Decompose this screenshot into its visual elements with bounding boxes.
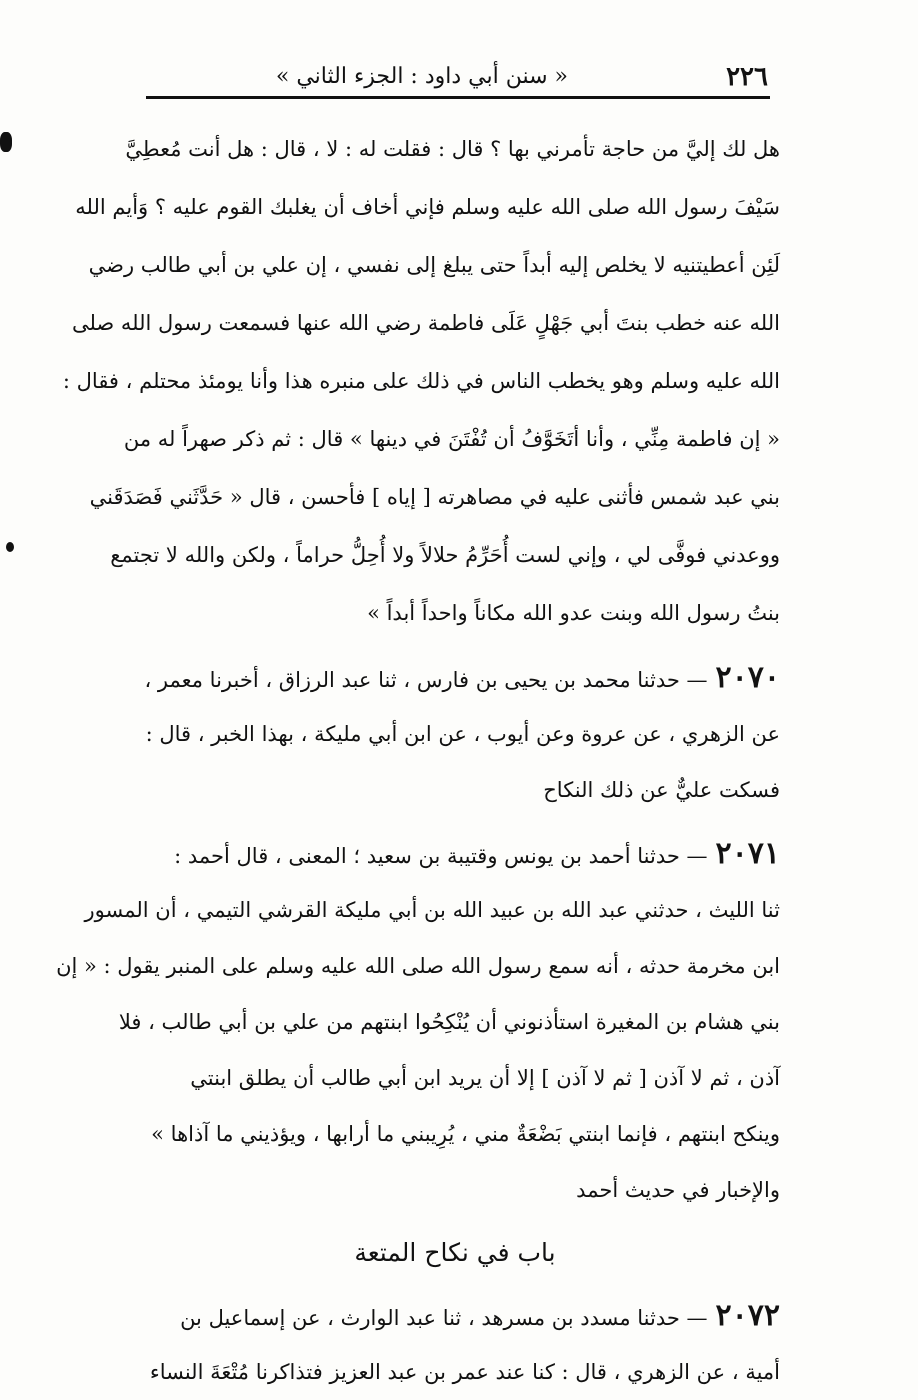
hadith-number: ٢٠٧٠ [715,660,780,695]
hadith-text: — حدثنا مسدد بن مسرهد ، ثنا عبد الوارث ، عن إسماعيل بن [180,1306,708,1330]
running-title: « سنن أبي داود : الجزء الثاني » [275,64,568,89]
text-line: فسكت عليٌّ عن ذلك النكاح [543,778,780,802]
text-line: ووعدني فوفَّى لي ، وإني لست أُحَرِّمُ حلالاً ولا أُحِلُّ حراماً ، ولكن والله لا تجتمع [110,543,780,567]
text-line: لَئِن أعطيتنيه لا يخلص إليه أبداً حتى يبلغ إلى نفسي ، إن علي بن أبي طالب رضي [88,253,780,277]
hadith-text: — حدثنا محمد بن يحيى بن فارس ، ثنا عبد الرزاق ، أخبرنا معمر ، [144,668,708,692]
text-line: « إن فاطمة مِنِّي ، وأنا أتَخَوَّفُ أن تُفْتَنَ في دينها » قال : ثم ذكر صهراً له من [123,427,780,451]
hadith-2071-first-line [130,826,780,882]
text-line: ابن مخرمة حدثه ، أنه سمع رسول الله صلى الله عليه وسلم على المنبر يقول : « إن [56,954,780,978]
text-line: بنتُ رسول الله وبنت عدو الله مكاناً واحداً أبداً » [367,601,780,625]
hadith-number: ٢٠٧١ [715,836,780,871]
text-line: هل لك إليَّ من حاجة تأمرني بها ؟ قال : فقلت له : لا ، قال : هل أنت مُعطِيَّ [125,137,780,161]
text-line: أمية ، عن الزهري ، قال : كنا عند عمر بن عبد العزيز فتذاكرنا مُتْعَةَ النساء [149,1360,780,1384]
text-line: وينكح ابنتهم ، فإنما ابنتي بَضْعَةٌ مني ، يُرِيبني ما أرابها ، ويؤذيني ما آذاها » [151,1122,780,1146]
header-divider [146,96,770,99]
hadith-2072-first-line [130,1288,780,1344]
hadith-2070-first-line [130,650,780,706]
main-text-block [56,120,780,1400]
text-line: بني هشام بن المغيرة استأذنوني أن يُنْكِحُوا ابنتهم من علي بن أبي طالب ، فلا [118,1010,780,1034]
margin-ink-dot [6,542,14,552]
margin-ink-mark [0,132,12,152]
text-line: عن الزهري ، عن عروة وعن أيوب ، عن ابن أبي مليكة ، بهذا الخبر ، قال : [145,722,780,746]
paragraph-gap [130,818,780,826]
text-line: بني عبد شمس فأثنى عليه في مصاهرته [ إياه ] فأحسن ، قال « حَدَّثَني فَصَدَقَني [89,485,780,509]
text-line: والإخبار في حديث أحمد [576,1178,780,1202]
chapter-title: باب في نكاح المتعة [354,1238,556,1267]
text-line: الله عنه خطب بنتَ أبي جَهْلٍ عَلَى فاطمة رضي الله عنها فسمعت رسول الله صلى [71,311,780,335]
text-line: سَيْفَ رسول الله صلى الله عليه وسلم فإني أخاف أن يغلبك القوم عليه ؟ وَأيم الله [75,195,780,219]
hadith-text: — حدثنا أحمد بن يونس وقتيبة بن سعيد ؛ المعنى ، قال أحمد : [174,844,708,868]
page-number: ٢٢٦ [726,62,768,92]
paragraph-gap [130,642,780,650]
page-header [148,60,768,96]
hadith-number: ٢٠٧٢ [715,1298,780,1333]
text-line: الله عليه وسلم وهو يخطب الناس في ذلك على منبره هذا وأنا يومئذ محتلم ، فقال : [62,369,780,393]
text-line: آذن ، ثم لا آذن [ ثم لا آذن ] إلا أن يريد ابن أبي طالب أن يطلق ابنتي [190,1066,780,1090]
text-line: ثنا الليث ، حدثني عبد الله بن عبيد الله بن أبي مليكة القرشي التيمي ، أن المسور [84,898,780,922]
